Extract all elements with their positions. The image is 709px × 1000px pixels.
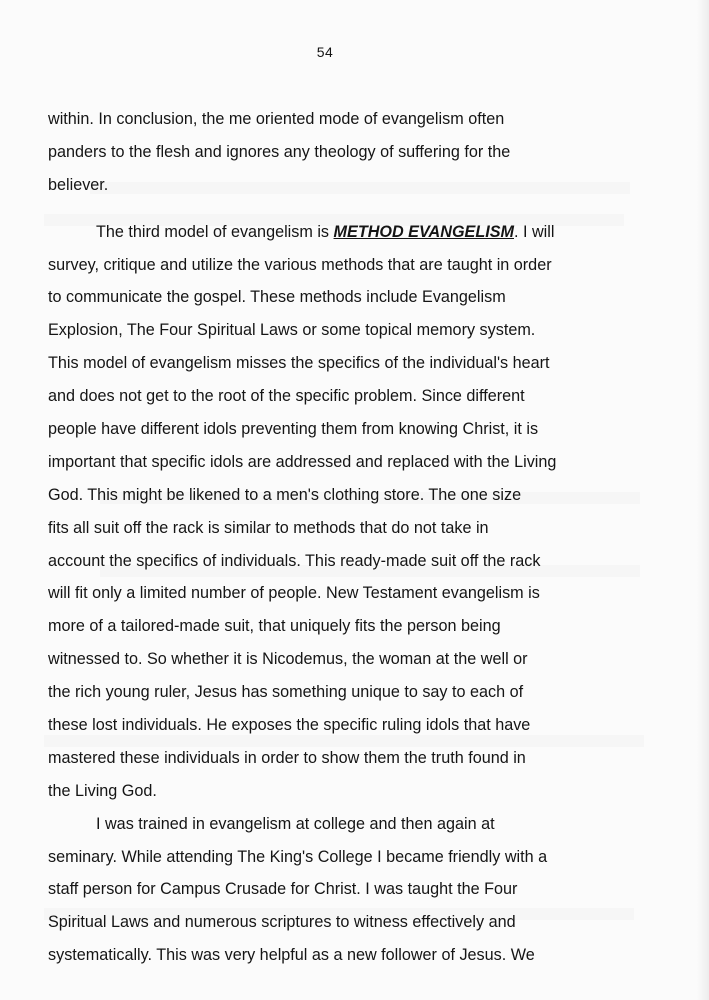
text-line: seminary. While attending The King's College I became friendly with a [48,847,548,866]
text-line: the rich young ruler, Jesus has something unique to say to each of [48,683,524,702]
text-line: Spiritual Laws and numerous scriptures to witness effectively and [48,913,516,932]
text-line: witnessed to. So whether it is Nicodemus, the woman at the well or [48,650,528,669]
method-evangelism-heading: METHOD EVANGELISM [333,222,514,241]
body-text [48,103,648,972]
text-line: panders to the flesh and ignores any theology of suffering for the [48,142,511,161]
text-line: people have different idols preventing them from knowing Christ, it is [48,420,539,439]
text-line: the Living God. [48,781,157,800]
text-line: believer. [48,175,109,194]
text-line: more of a tailored-made suit, that uniquely fits the person being [48,617,501,636]
paragraph-first-line: The third model of evangelism is METHOD EVANGELISM. I will [96,222,555,241]
text-line: account the specifics of individuals. This ready-made suit off the rack [48,551,541,570]
text-line: This model of evangelism misses the specifics of the individual's heart [48,354,550,373]
text-line: mastered these individuals in order to show them the truth found in [48,748,526,767]
text-line: staff person for Campus Crusade for Christ. I was taught the Four [48,880,518,899]
page-number: 54 [316,44,334,60]
text-line: will fit only a limited number of people. New Testament evangelism is [48,584,540,603]
text-line: survey, critique and utilize the various methods that are taught in order [48,255,552,274]
text-line: to communicate the gospel. These methods include Evangelism [48,288,506,307]
text-line: within. In conclusion, the me oriented mode of evangelism often [48,110,505,128]
text-line: God. This might be likened to a men's clothing store. The one size [48,485,522,504]
text-line: Explosion, The Four Spiritual Laws or some topical memory system. [48,321,536,340]
text-line: systematically. This was very helpful as a new follower of Jesus. We [48,946,535,965]
text-line: and does not get to the root of the specific problem. Since different [48,387,525,406]
text-line: important that specific idols are addressed and replaced with the Living [48,452,557,471]
text-line: fits all suit off the rack is similar to methods that do not take in [48,518,489,537]
page-edge-shadow [697,0,709,1000]
text-line: these lost individuals. He exposes the specific ruling idols that have [48,716,531,735]
paragraph-first-line: I was trained in evangelism at college and then again at [96,814,495,833]
